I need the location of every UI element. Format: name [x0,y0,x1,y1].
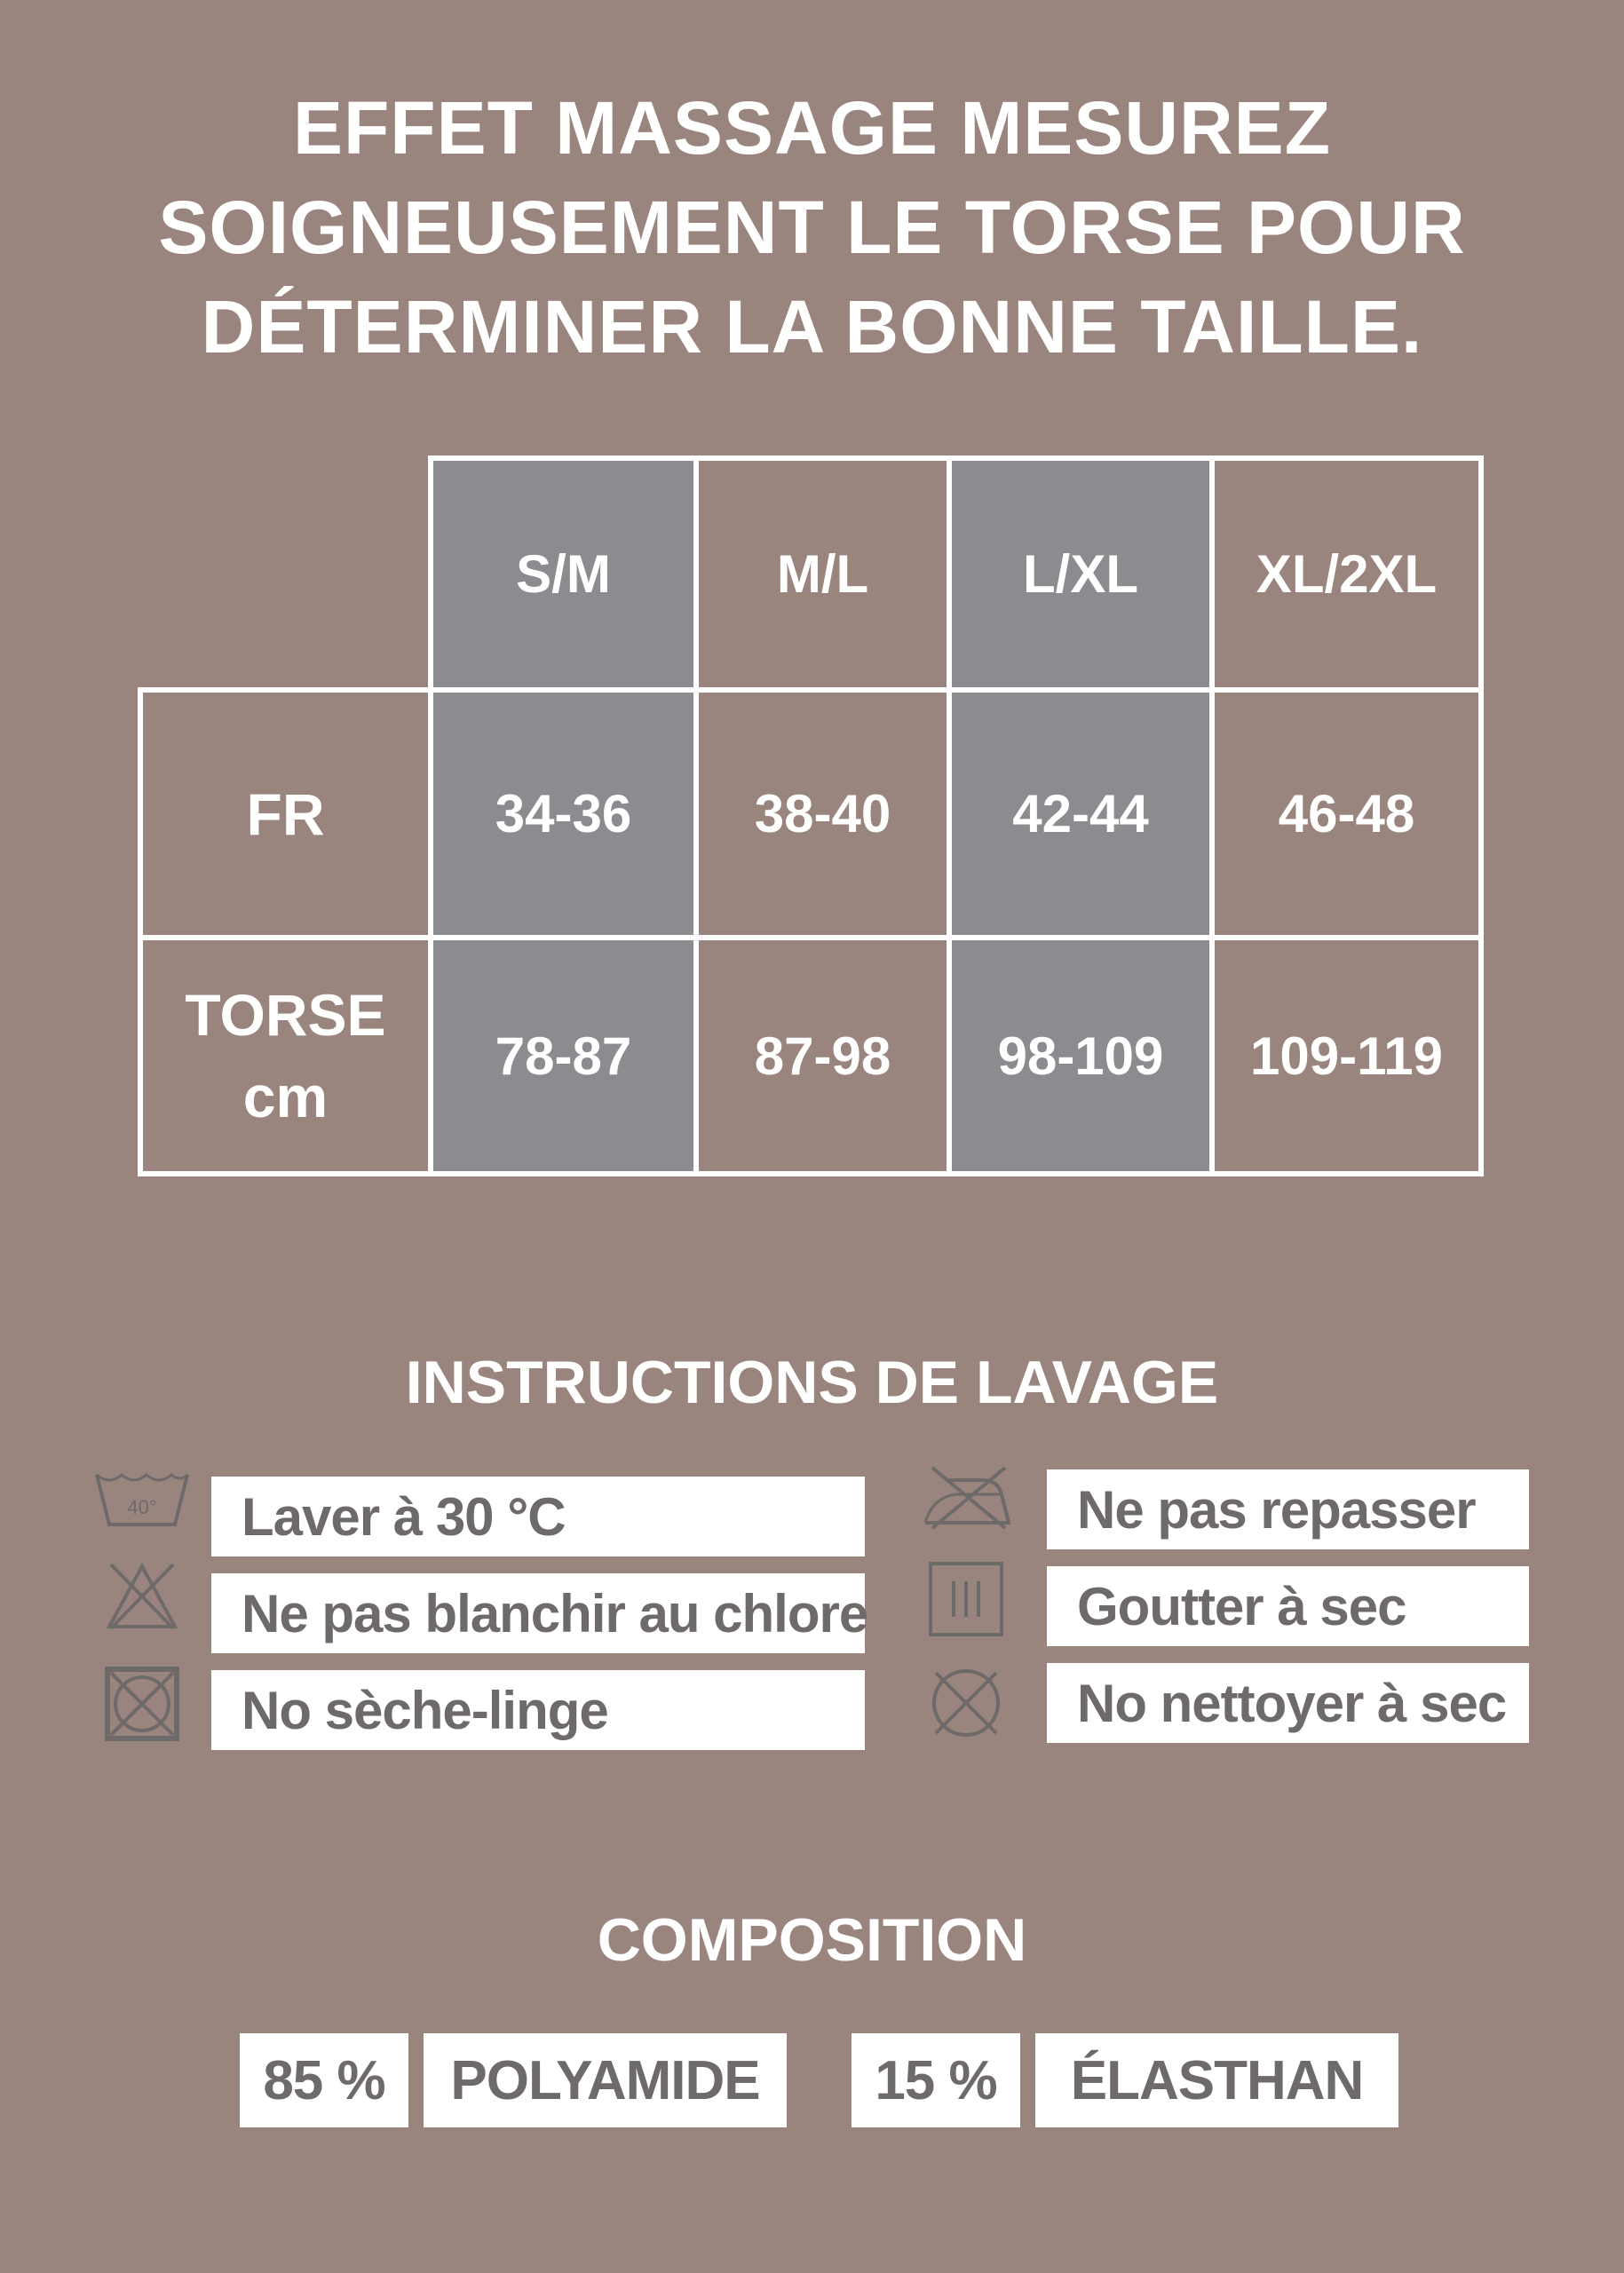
size-header-xl-2xl: XL/2XL [1209,455,1484,693]
composition-material-2: ÉLASTHAN [1035,2033,1398,2127]
wash-label-temperature: Laver à 30 °C [211,1477,865,1556]
no-iron-icon [920,1461,1018,1532]
wash-label-no-bleach: Ne pas blanchir au chlore [211,1573,865,1653]
composition-percent-2: 15 % [852,2033,1020,2127]
row-label-fr: FR [138,687,433,940]
wash-label-no-iron: Ne pas repasser [1047,1469,1529,1549]
composition-title: COMPOSITION [597,1906,1027,1974]
row-label-torse-line1: TORSE [185,982,386,1048]
drip-dry-icon [927,1560,1005,1638]
composition-material-1: POLYAMIDE [424,2033,787,2127]
table-cell: 46-48 [1209,687,1484,940]
wash-label-no-tumble-dry: No sèche-linge [211,1670,865,1750]
table-cell: 42-44 [947,687,1215,940]
title-line-3: DÉTERMINER LA BONNE TAILLE. [201,285,1423,368]
size-header-l-xl: L/XL [947,455,1215,693]
composition-percent-1: 85 % [240,2033,408,2127]
title-line-1: EFFET MASSAGE MESUREZ [292,86,1332,170]
wash-label-drip-dry: Goutter à sec [1047,1566,1529,1646]
row-label-torse [138,935,433,1176]
size-header-m-l: M/L [693,455,952,693]
title-line-2: SOIGNEUSEMENT LE TORSE POUR [158,186,1466,269]
wash-label-no-dry-clean: No nettoyer à sec [1047,1663,1529,1743]
table-cell: 109-119 [1209,935,1484,1176]
wash-40-icon [93,1469,191,1532]
table-cell: 38-40 [693,687,952,940]
no-bleach-icon [104,1561,180,1632]
table-cell: 78-87 [428,935,699,1176]
page-title [0,78,1624,376]
wash-40-icon-text: 40° [127,1496,157,1518]
size-header-s-m: S/M [428,455,699,693]
no-dry-clean-icon [927,1664,1005,1742]
table-cell: 34-36 [428,687,699,940]
row-label-torse-line2: cm [242,1064,329,1129]
table-cell: 98-109 [947,935,1215,1176]
washing-title: INSTRUCTIONS DE LAVAGE [405,1349,1219,1416]
table-cell: 87-98 [693,935,952,1176]
no-tumble-dry-icon [104,1666,180,1742]
